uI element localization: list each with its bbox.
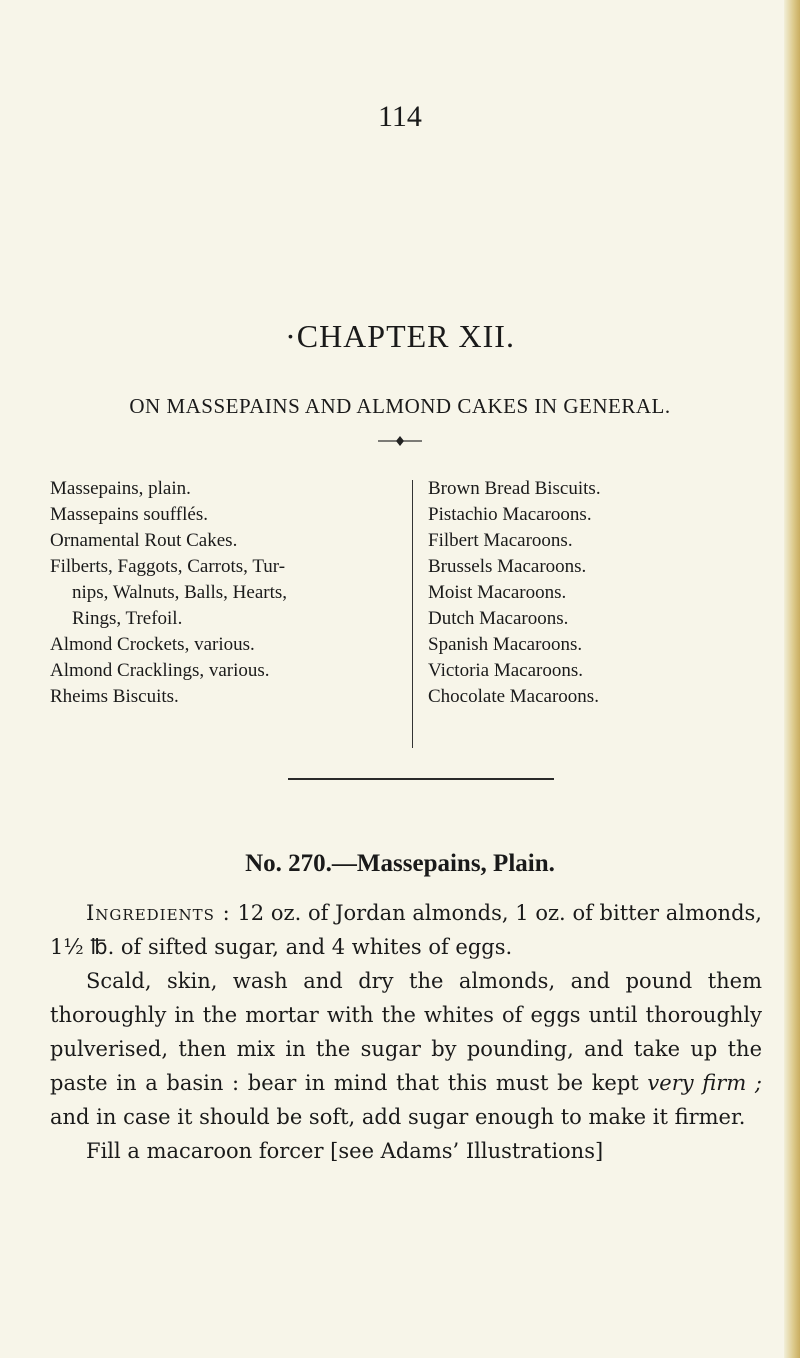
column-divider (412, 480, 413, 748)
ingredients-paragraph (50, 896, 762, 964)
contents-item: Pistachio Macaroons. (428, 504, 592, 525)
contents-item: Massepains, plain. (50, 478, 191, 499)
contents-item: Almond Cracklings, various. (50, 660, 270, 681)
contents-item: Brussels Macaroons. (428, 556, 587, 577)
contents-item: Filberts, Faggots, Carrots, Tur- nips, Walnuts, Balls, Hearts, (50, 556, 288, 603)
ornament-divider-icon (370, 435, 430, 447)
ingredients-text: 12 oz. of Jordan almonds, 1 oz. of bitter almonds, 1½ ℔. of sifted sugar, and 4 whites of eggs. (50, 901, 762, 959)
chapter-title: ·CHAPTER XII. (285, 318, 515, 354)
ingredients-label: Ingredients : (86, 901, 231, 925)
contents-list (50, 476, 750, 776)
recipe-heading: No. 270.—Massepains, Plain. (245, 850, 555, 877)
contents-right-column (428, 476, 748, 710)
contents-item: Spanish Macaroons. (428, 634, 583, 655)
contents-item: Chocolate Macaroons. (428, 686, 599, 707)
contents-item: Filbert Macaroons. (428, 530, 573, 551)
contents-item: Ornamental Rout Cakes. (50, 530, 238, 551)
contents-item: Moist Macaroons. (428, 582, 567, 603)
recipe-body (50, 896, 762, 1168)
contents-item: Dutch Macaroons. (428, 608, 569, 629)
page-edge (784, 0, 800, 1358)
contents-left-column (50, 476, 395, 710)
section-rule (288, 778, 554, 780)
contents-item: Massepains soufflés. (50, 504, 208, 525)
contents-item: Rings, Trefoil. (72, 608, 183, 629)
contents-item: Victoria Macaroons. (428, 660, 584, 681)
contents-item: Brown Bread Biscuits. (428, 478, 601, 499)
chapter-subtitle: ON MASSEPAINS AND ALMOND CAKES IN GENERAL. (129, 394, 671, 418)
method-paragraph-continued: Fill a macaroon forcer [see Adams’ Illustrations] (86, 1139, 604, 1163)
page-number: 114 (378, 100, 422, 133)
contents-item: Rheims Biscuits. (50, 686, 179, 707)
method-paragraph: Scald, skin, wash and dry the almonds, and pound them thoroughly in the mortar with the whites of eggs until thoroughly pulverised, then mix in the sugar by pounding, and take up the paste in a basin : bear in mind that this must be kept very firm ; and in case it should be soft, add sugar enough to make it firmer. (50, 969, 762, 1129)
contents-item: Almond Crockets, various. (50, 634, 255, 655)
emphasis-text: very firm ; (647, 1071, 762, 1095)
